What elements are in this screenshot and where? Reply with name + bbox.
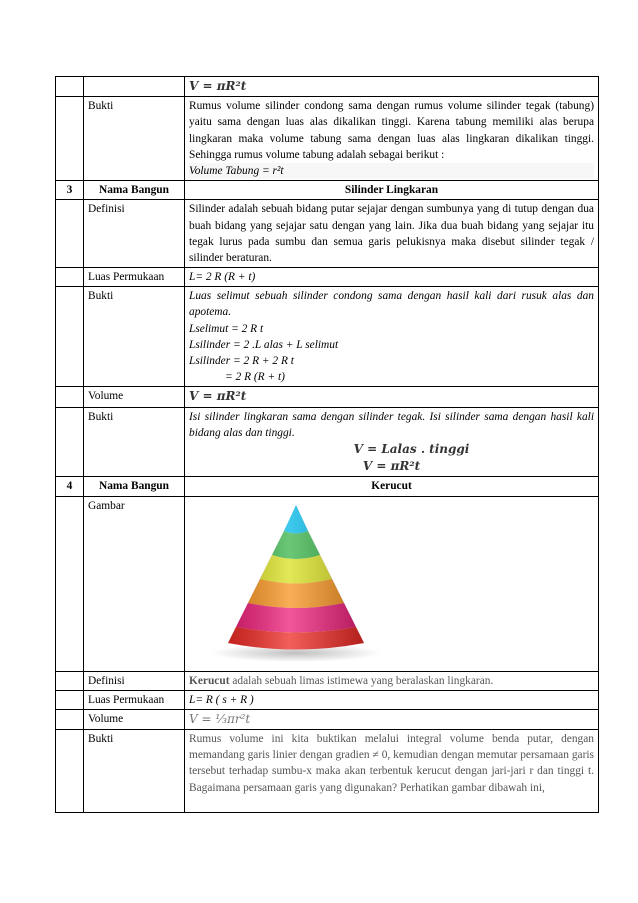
bukti-cell (185, 97, 599, 181)
num-cell-empty (56, 287, 84, 387)
bukti-line-4: = 2 R (R + t) (225, 371, 285, 384)
section3-bukti2-row (56, 407, 599, 477)
definisi-text: Silinder adalah sebuah bidang putar sejajar dengan sumbunya yang di tutup dengan dua buah bidang yang sejajar satu dengan yang lain. Jika dua buah bidang yang sejajar itu tegak lurus pada sumbu dan semua garis pelukisnya maka disebut silinder tegak / silinder beraturan. (185, 200, 599, 268)
section3-luas-row (56, 268, 599, 287)
volume-formula: V = ⅓πr²t (189, 711, 251, 726)
bukti-label: Bukti (84, 730, 185, 813)
section4-header-value: Kerucut (185, 477, 599, 496)
bukti2-text: Isi silinder lingkaran sama dengan silinder tegak. Isi silinder sama dengan hasil kali bidang alas dan tinggi. (189, 410, 594, 439)
section3-number: 3 (56, 181, 84, 200)
section3-definisi-row (56, 200, 599, 268)
content-table (55, 76, 599, 813)
row-volume-top (56, 77, 599, 97)
bukti-line-3: Lsilinder = 2 R + 2 R t (189, 355, 294, 367)
num-cell-empty (56, 496, 84, 671)
num-cell-empty (56, 671, 84, 690)
section3-header-row (56, 181, 599, 200)
num-cell-empty (56, 709, 84, 729)
luas-text: L= 2 R (R + t) (185, 268, 599, 287)
bukti-line-1: Lselimut = 2 R t (189, 322, 264, 335)
row-bukti-top (56, 97, 599, 181)
rainbow-cone-image (206, 503, 386, 663)
bukti-text: Rumus volume ini kita buktikan melalui integral volume benda putar, dengan memandang garis linier dengan gradien ≠ 0, kemudian dengan memutar persamaan garis tersebut terhadap sumbu-x maka akan terbentuk kerucut dengan jari-jari r dan tinggi t. Bagaimana persamaan garis yang digunakan? Perhatikan gambar dibawah ini, (185, 730, 599, 813)
label-cell-empty (84, 77, 185, 97)
bukti-label: Bukti (84, 287, 185, 387)
bukti-line-2: Lsilinder = 2 .L alas + L selimut (189, 338, 339, 351)
bukti2-formula-1: V = Lalas . tinggi (353, 441, 470, 456)
num-cell-empty (56, 200, 84, 268)
num-cell-empty (56, 407, 84, 477)
gambar-label: Gambar (84, 496, 185, 671)
bukti-formula: Volume Tabung = r²t (189, 163, 594, 179)
section4-number: 4 (56, 477, 84, 496)
section4-luas-row (56, 690, 599, 709)
bukti-intro: Luas selimut sebuah silinder condong sama dengan hasil kali dari rusuk alas dan apotema. (189, 290, 594, 319)
section4-volume-row (56, 709, 599, 729)
luas-label: Luas Permukaan (84, 268, 185, 287)
bukti2-cell (185, 407, 599, 477)
num-cell-empty (56, 268, 84, 287)
definisi-label: Definisi (84, 200, 185, 268)
bukti2-formula-2: V = πR²t (362, 459, 421, 474)
section3-volume-row (56, 387, 599, 407)
volume-formula: V = πR²t (189, 389, 247, 404)
section3-header-value: Silinder Lingkaran (185, 181, 599, 200)
bukti-cell (185, 287, 599, 387)
section4-bukti-row (56, 730, 599, 813)
volume-label: Volume (84, 387, 185, 407)
num-cell-empty (56, 387, 84, 407)
num-cell-empty (56, 730, 84, 813)
luas-text: L= R ( s + R ) (185, 690, 599, 709)
num-cell-empty (56, 97, 84, 181)
definisi-cell (185, 671, 599, 690)
definisi-label: Definisi (84, 671, 185, 690)
volume-cell (185, 387, 599, 407)
num-cell-empty (56, 690, 84, 709)
luas-label: Luas Permukaan (84, 690, 185, 709)
num-cell-empty (56, 77, 84, 97)
gambar-cell (185, 496, 599, 671)
section4-header-label: Nama Bangun (84, 477, 185, 496)
bukti-label: Bukti (84, 97, 185, 181)
bukti-text: Rumus volume silinder condong sama dengan rumus volume silinder tegak (tabung) yaitu sama dengan luas alas dikalikan tinggi. Karena tabung memiliki alas berupa lingkaran maka volume tabung sama dengan luas alas lingkaran dikalikan tinggi. Sehingga rumus volume tabung adalah sebagai berikut : (189, 100, 594, 161)
volume-cell (185, 709, 599, 729)
section3-header-label: Nama Bangun (84, 181, 185, 200)
volume-formula-top: V = πR²t (185, 77, 599, 97)
bukti2-label: Bukti (84, 407, 185, 477)
section4-definisi-row (56, 671, 599, 690)
definisi-text: adalah sebuah limas istimewa yang beralaskan lingkaran. (229, 674, 494, 687)
section4-header-row (56, 477, 599, 496)
definisi-term: Kerucut (189, 674, 230, 687)
section4-gambar-row (56, 496, 599, 671)
volume-label: Volume (84, 709, 185, 729)
section3-bukti-row (56, 287, 599, 387)
